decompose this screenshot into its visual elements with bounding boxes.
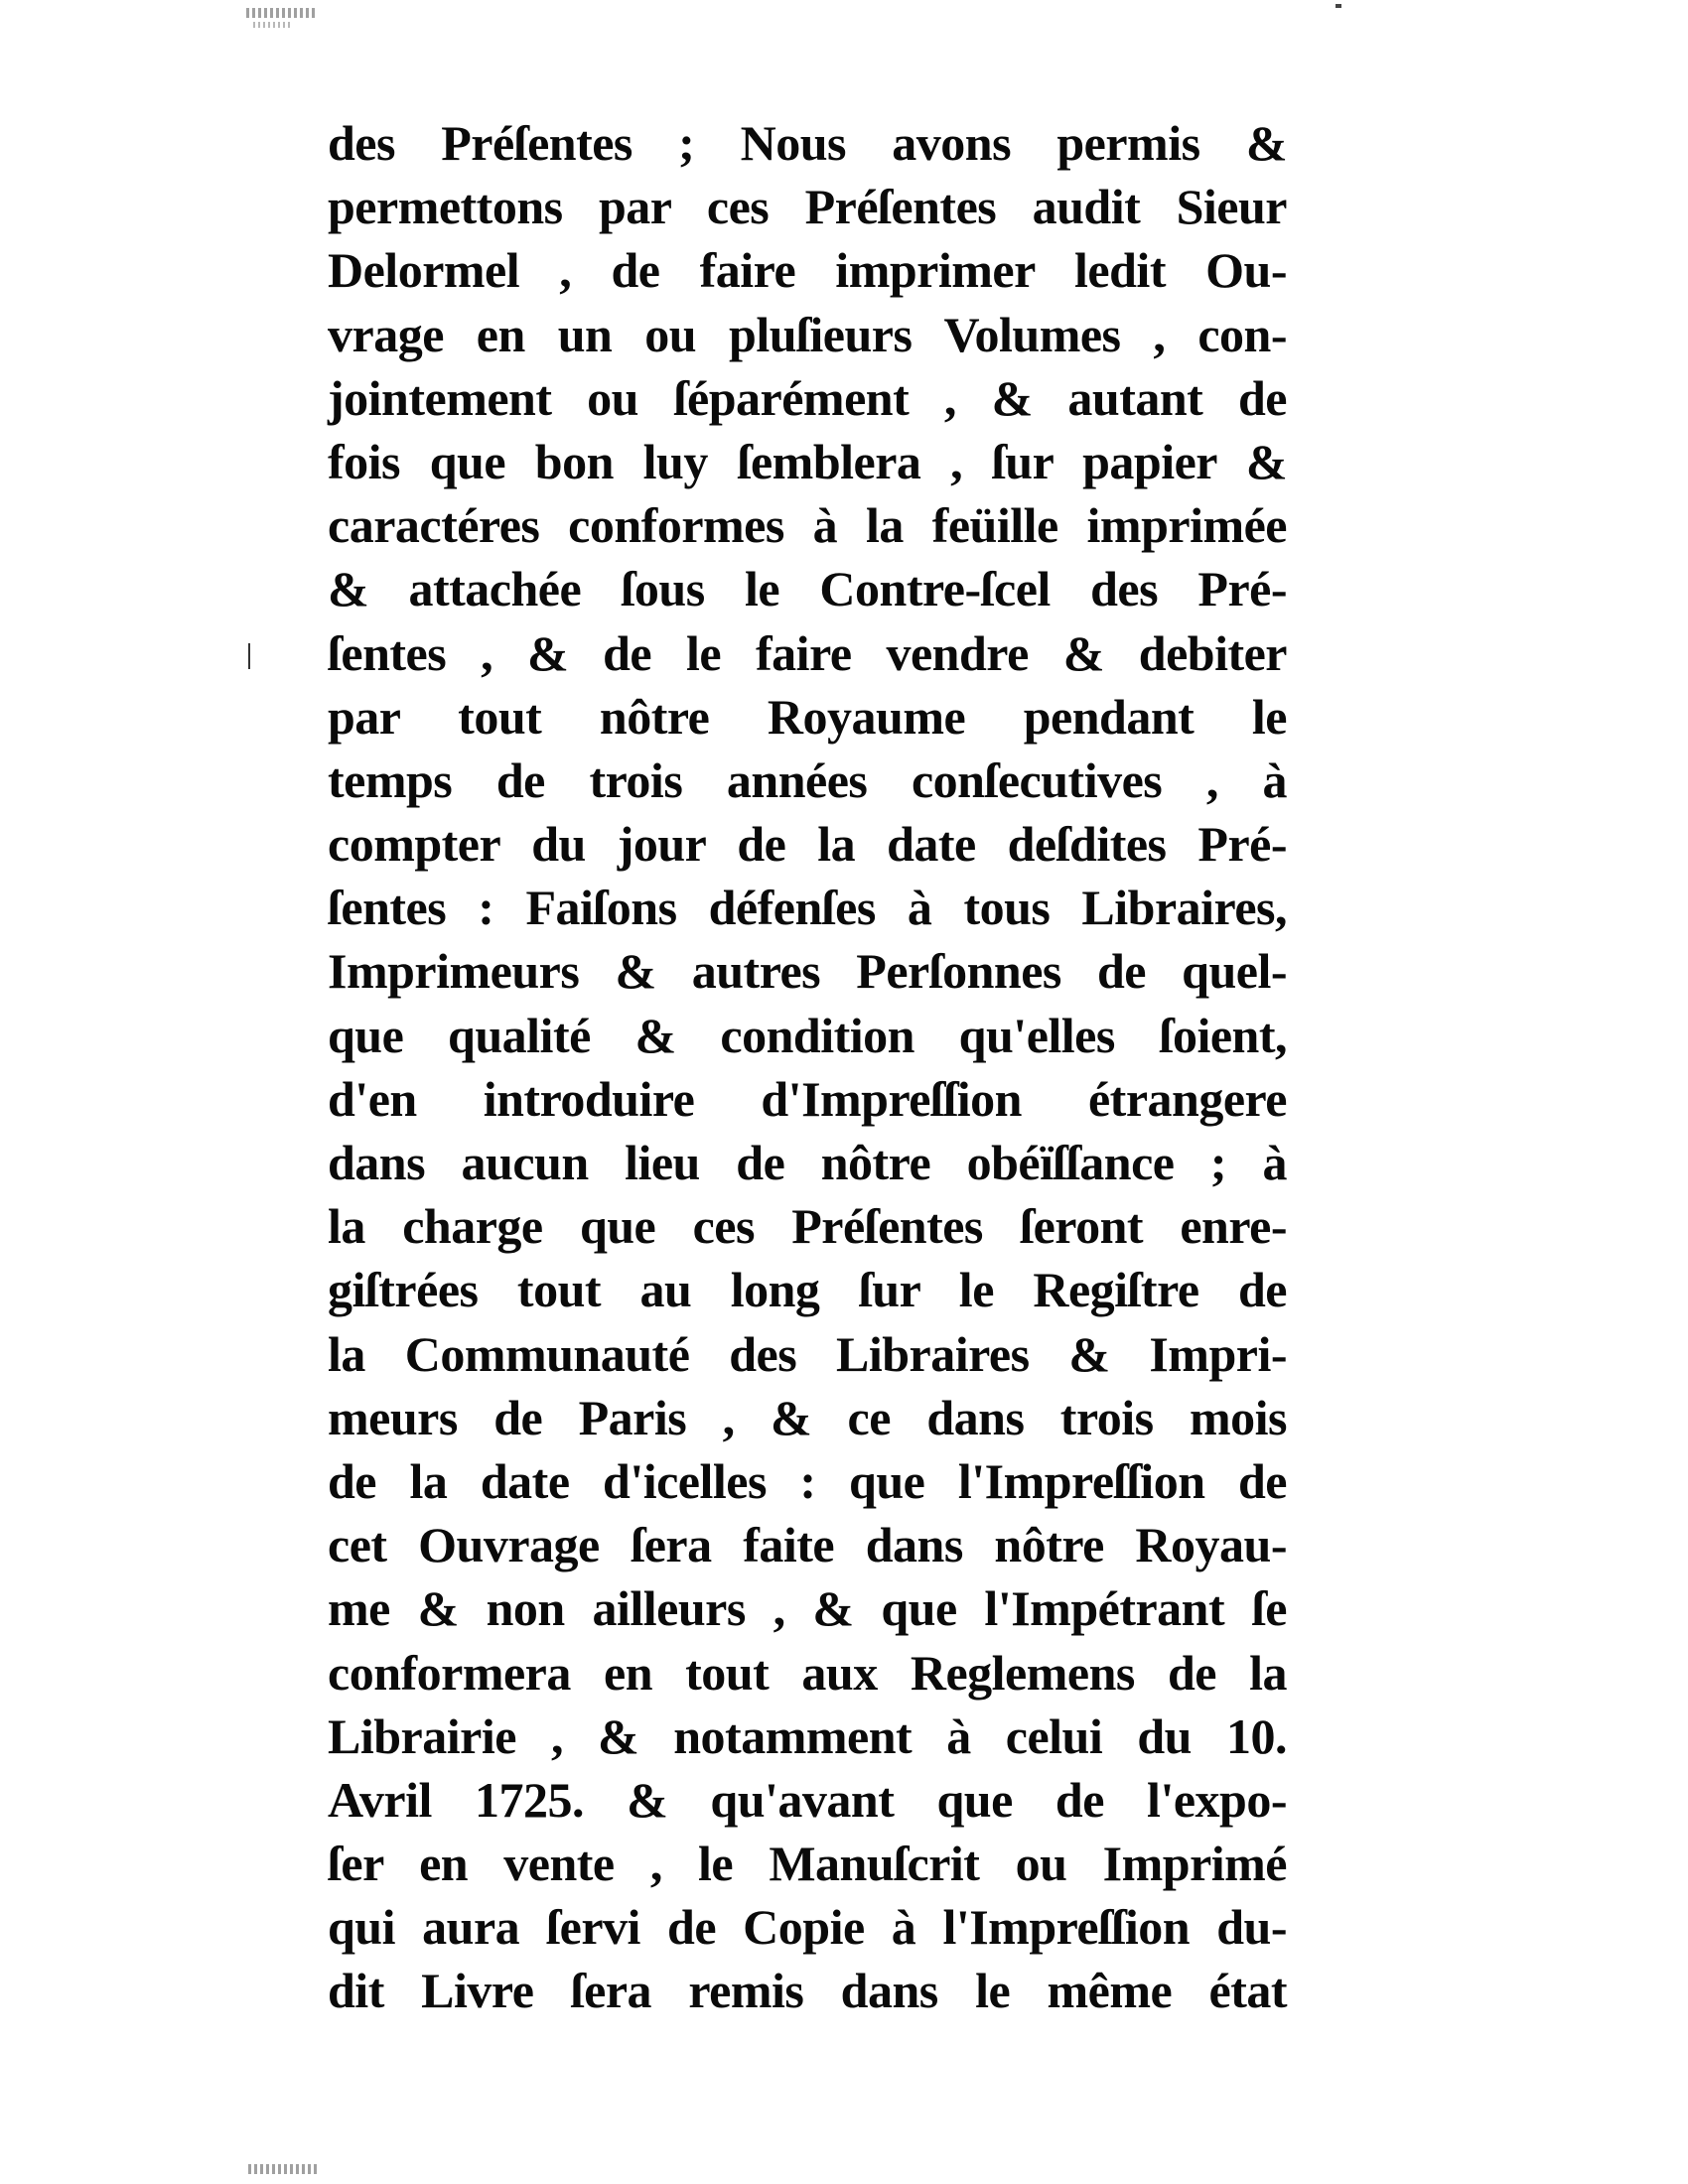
body-text bbox=[328, 111, 1287, 2023]
text-line: & attachée ſous le Contre-ſcel des Pré- bbox=[328, 561, 1287, 617]
text-line: compter du jour de la date deſdites Pré- bbox=[328, 816, 1287, 873]
text-line: des Préſentes ; Nous avons permis & bbox=[328, 115, 1287, 171]
text-line: Librairie , & notamment à celui du 10. bbox=[328, 1707, 1287, 1764]
text-line: cet Ouvrage ſera faite dans nôtre Royau- bbox=[328, 1517, 1287, 1573]
text-line: Avril 1725. & qu'avant que de l'expo- bbox=[328, 1771, 1287, 1828]
scan-artifact-top bbox=[246, 8, 316, 18]
text-line: conformera en tout aux Reglemens de la bbox=[328, 1644, 1287, 1701]
scan-artifact-left-margin bbox=[248, 643, 250, 669]
text-line: jointement ou ſéparément , & autant de bbox=[328, 369, 1287, 426]
text-line: ſer en vente , le Manuſcrit ou Imprimé bbox=[328, 1836, 1287, 1892]
text-line: la charge que ces Préſentes ſeront enre- bbox=[328, 1198, 1287, 1255]
text-line: caractéres conformes à la feüille imprimée bbox=[328, 497, 1287, 554]
text-line: qui aura ſervi de Copie à l'Impreſſion du- bbox=[328, 1899, 1287, 1956]
text-line: Delormel , de faire imprimer ledit Ou- bbox=[328, 242, 1287, 299]
text-line: que qualité & condition qu'elles ſoient, bbox=[328, 1007, 1287, 1063]
text-line: fois que bon luy ſemblera , ſur papier & bbox=[328, 433, 1287, 489]
scan-artifact-top-secondary bbox=[253, 22, 293, 28]
text-line: par tout nôtre Royaume pendant le bbox=[328, 688, 1287, 745]
text-line: dans aucun lieu de nôtre obéïſſance ; à bbox=[328, 1135, 1287, 1190]
text-line: dit Livre ſera remis dans le même état bbox=[328, 1963, 1287, 2019]
text-line: la Communauté des Libraires & Impri- bbox=[328, 1325, 1287, 1382]
scan-artifact-bottom bbox=[248, 2164, 318, 2174]
text-line: temps de trois années conſecutives , à bbox=[328, 751, 1287, 808]
text-line: meurs de Paris , & ce dans trois mois bbox=[328, 1389, 1287, 1445]
scan-artifact-top-right bbox=[1336, 4, 1341, 8]
text-line: ſentes : Faiſons défenſes à tous Libraires, bbox=[328, 880, 1287, 936]
text-line: giſtrées tout au long ſur le Regiſtre de bbox=[328, 1262, 1287, 1318]
text-line: me & non ailleurs , & que l'Impétrant ſe bbox=[328, 1580, 1287, 1637]
text-line: permettons par ces Préſentes audit Sieur bbox=[328, 179, 1287, 235]
text-line: de la date d'icelles : que l'Impreſſion de bbox=[328, 1452, 1287, 1509]
text-line: vrage en un ou pluſieurs Volumes , con- bbox=[328, 306, 1287, 362]
text-line: d'en introduire d'Impreſſion étrangere bbox=[328, 1070, 1287, 1127]
text-line: Imprimeurs & autres Perſonnes de quel- bbox=[328, 943, 1287, 1000]
text-line: ſentes , & de le faire vendre & debiter bbox=[328, 624, 1287, 681]
